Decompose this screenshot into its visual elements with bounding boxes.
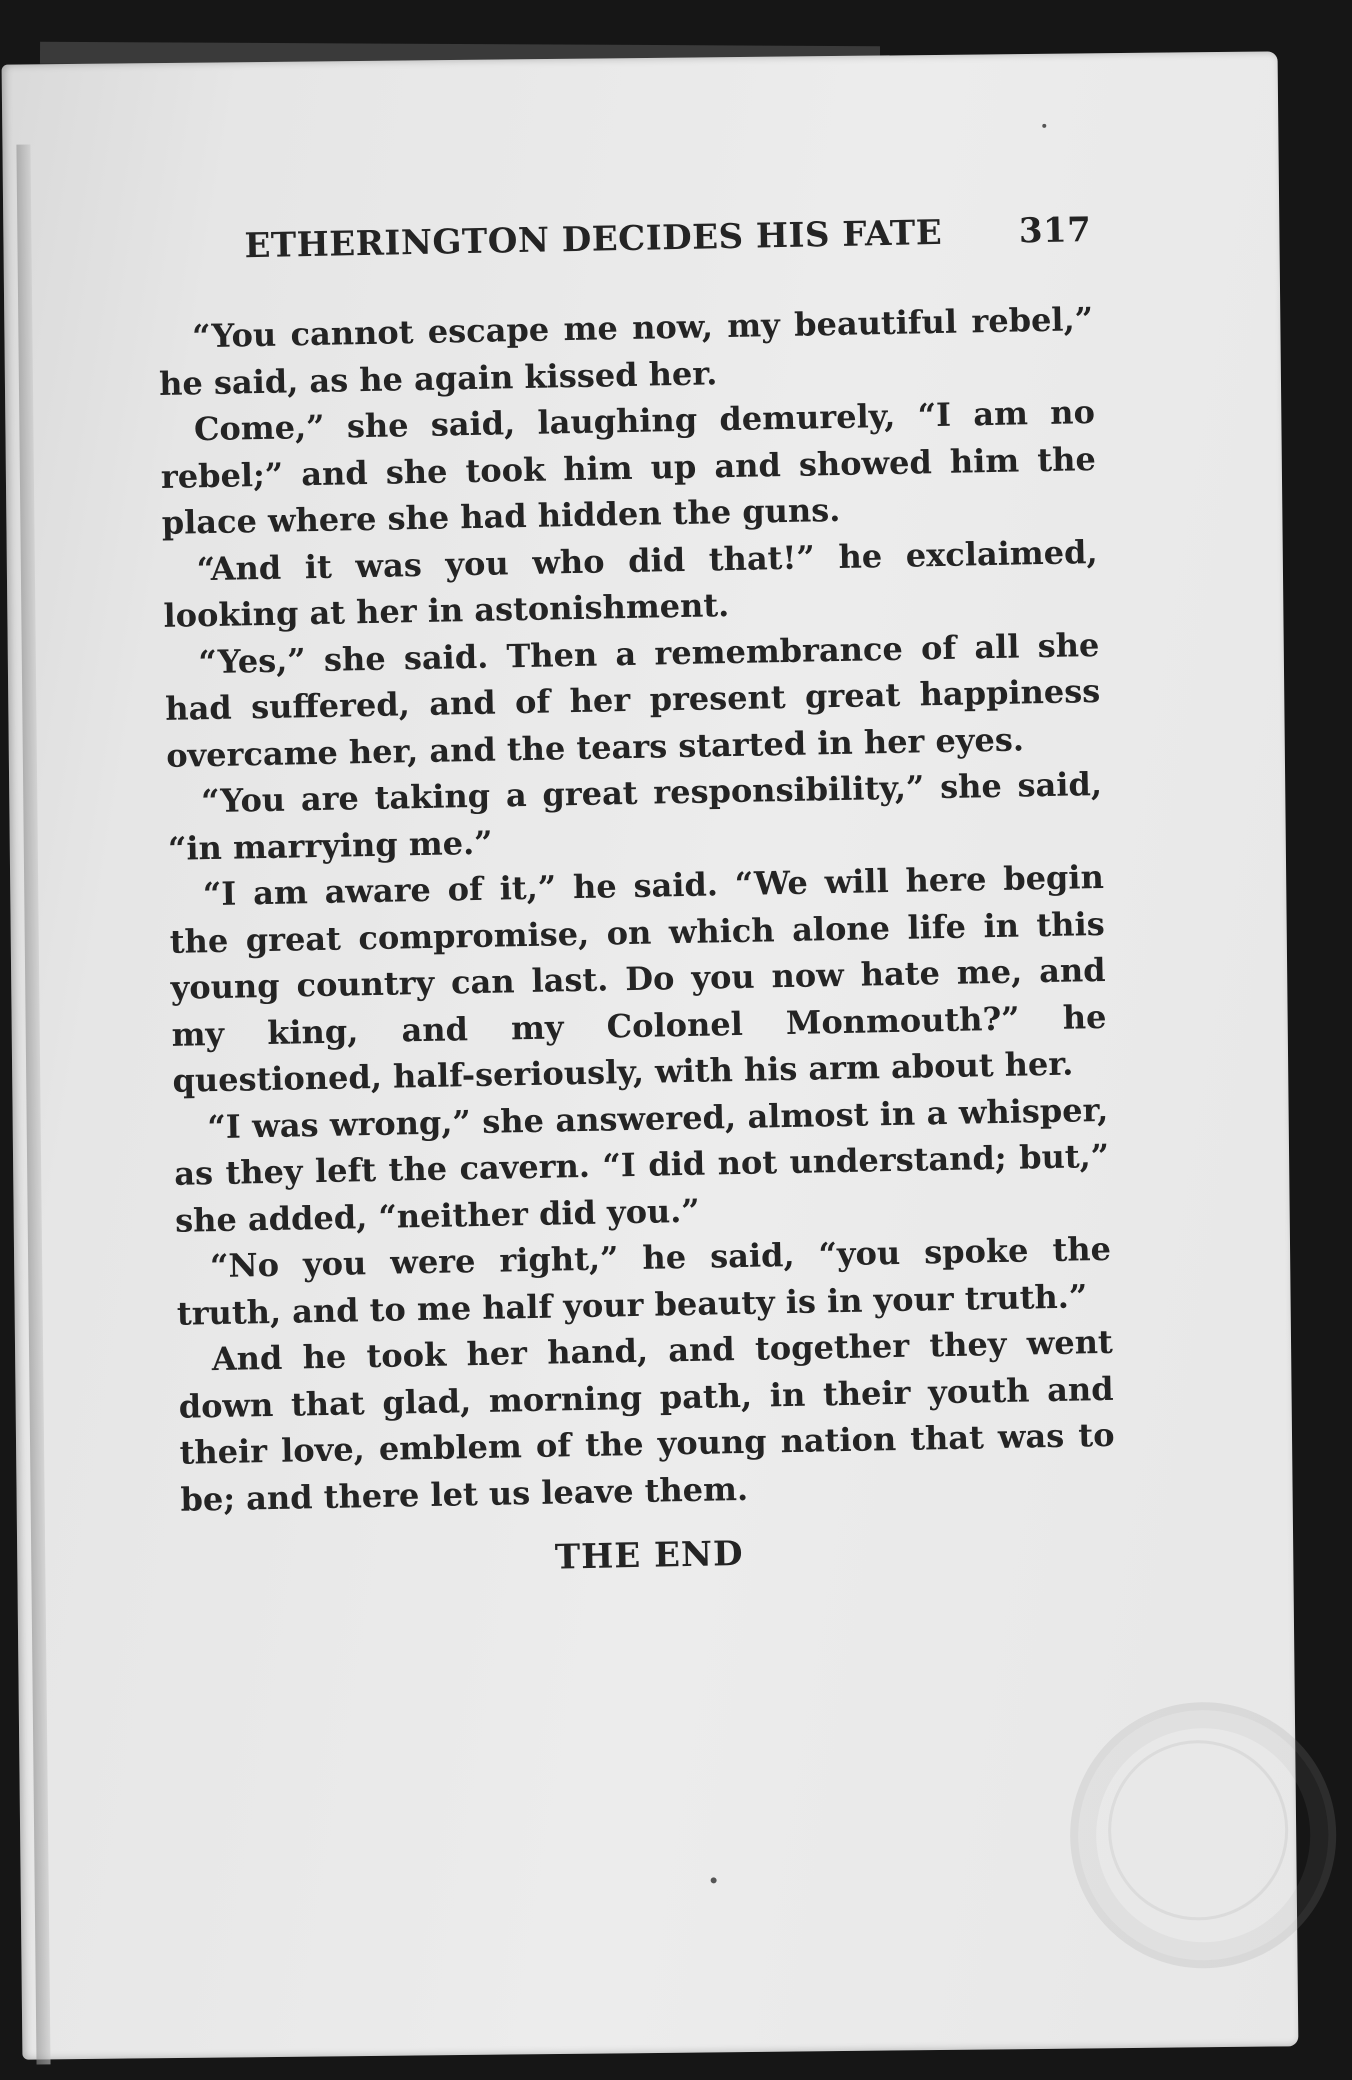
running-header: [244, 210, 1092, 266]
page-gutter-shadow: [16, 144, 50, 2064]
paragraph: “I was wrong,” she answered, almost in a whisper, as they left the cavern. “I did not understand; but,” she added, “neither did you.”: [173, 1090, 1110, 1240]
paragraph: “And it was you who did that!” he exclaimed, looking at her in astonishment.: [163, 532, 1098, 635]
paragraph: “You cannot escape me now, my beautiful rebel,” he said, as he again kissed her.: [158, 300, 1094, 403]
chapter-title: ETHERINGTON DECIDES HIS FATE: [244, 212, 943, 267]
the-end-heading: THE END: [554, 1533, 744, 1578]
ink-speck: [1042, 124, 1046, 128]
page-number: 317: [1018, 210, 1092, 252]
library-stamp-seal: [1069, 1701, 1338, 1970]
paragraph: Come,” she said, laughing demurely, “I am no rebel;” and she took him up and showed him the place where she had hidden the guns.: [160, 393, 1097, 542]
paragraph: “I am aware of it,” he said. “We will here begin the great compromise, on which alone life in this young country can last. Do you now hate me, and my king, and my Colonel Monmouth?” he questioned, half-seriously, with his arm about her.: [169, 857, 1107, 1100]
paragraph: And he took her hand, and together they went down that glad, morning path, in their youth and their love, emblem of the young nation that was to be; and there let us leave them.: [178, 1322, 1115, 1519]
ink-speck: [711, 1877, 717, 1883]
body-text: [158, 296, 1116, 1523]
paragraph: “You are taking a great responsibility,” she said, “in marrying me.”: [167, 764, 1103, 868]
paragraph: “Yes,” she said. Then a remembrance of all she had suffered, and of her present great happiness overcame her, and the tears started in her eyes.: [164, 625, 1101, 775]
page-text-block: [155, 152, 1117, 1585]
paragraph: “No you were right,” he said, “you spoke the truth, and to me half your beauty is in your truth.”: [176, 1229, 1112, 1333]
